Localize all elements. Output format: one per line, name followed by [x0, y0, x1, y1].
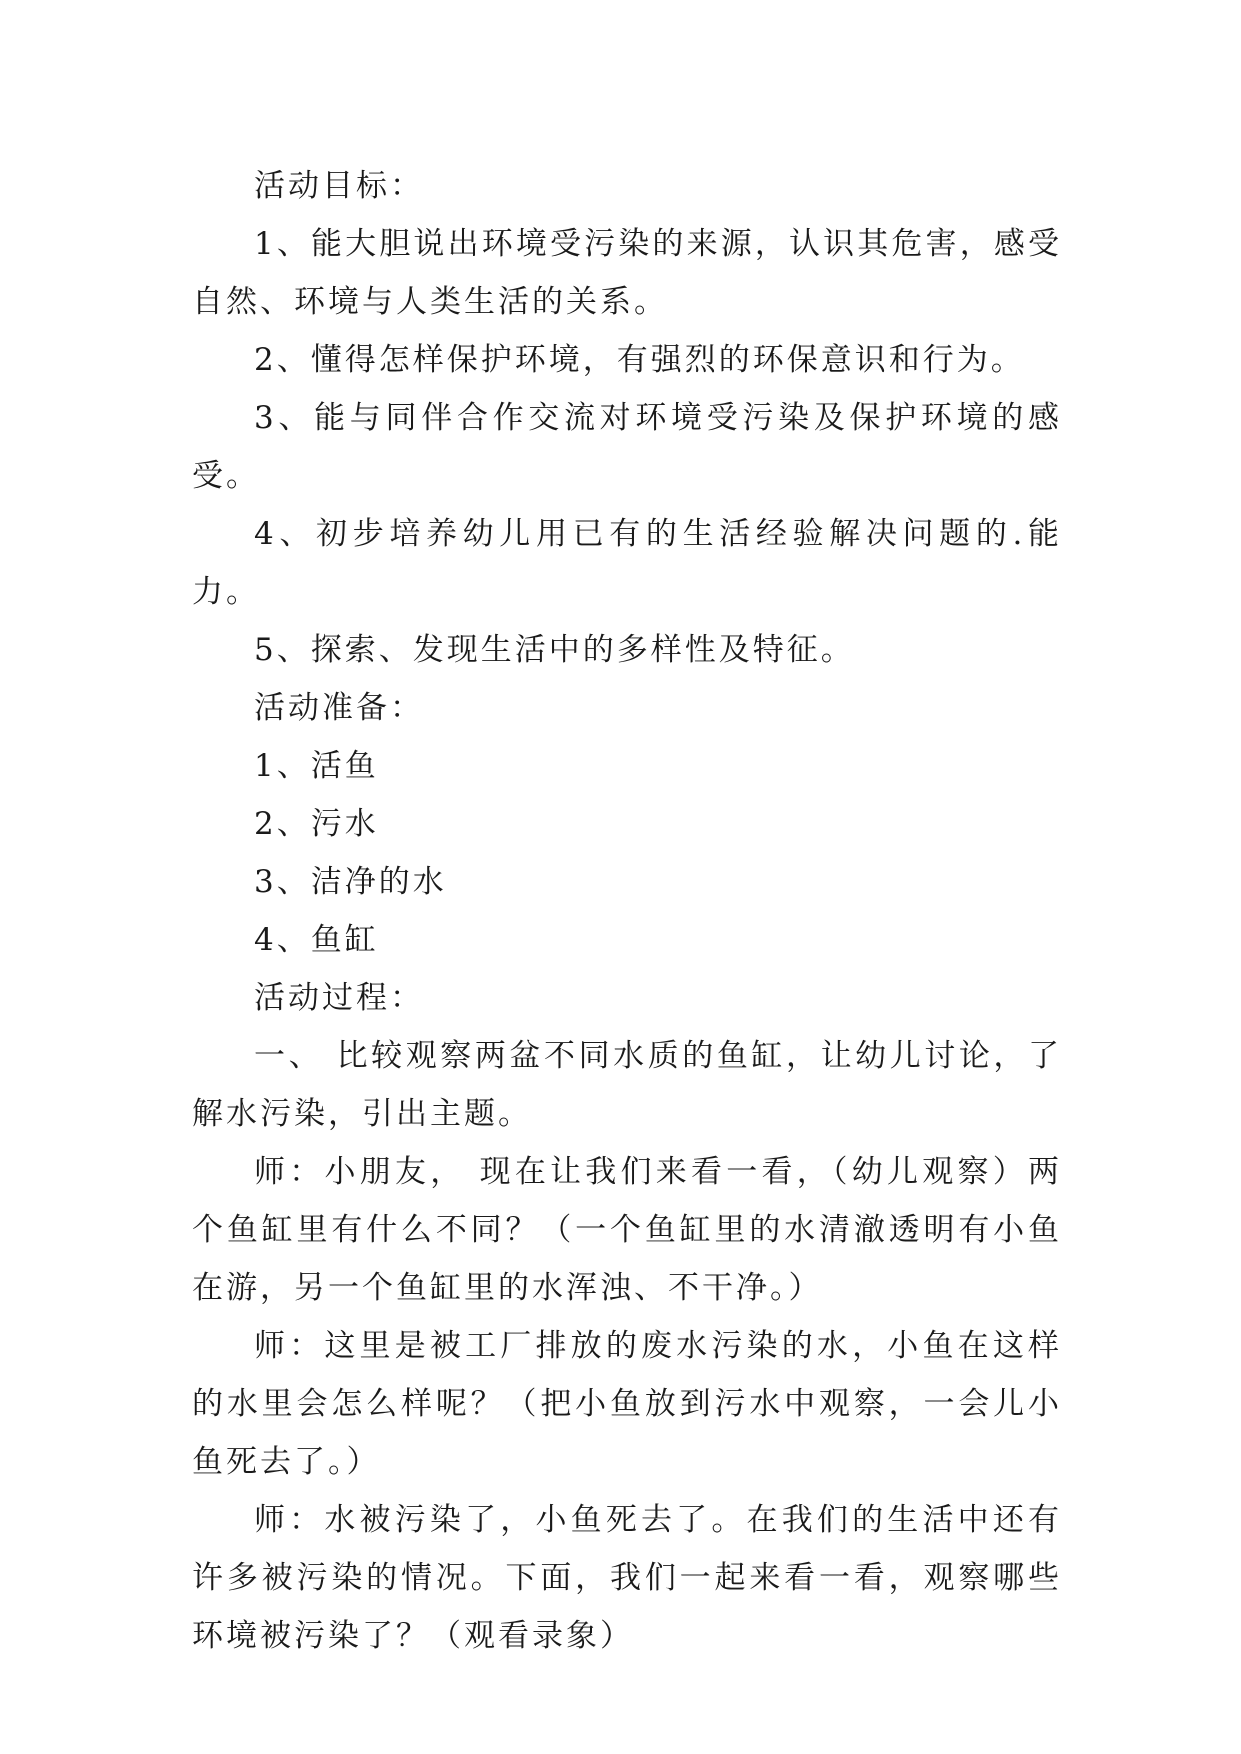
preparation-item-2: 2、污水: [254, 806, 379, 842]
goal-item-3: 3、能与同伴合作交流对环境受污染及保护环境的感受。: [192, 400, 1062, 494]
teacher-dialogue-1: 师：小朋友， 现在让我们来看一看，（幼儿观察）两个鱼缸里有什么不同？（一个鱼缸里的水清澈透明有小鱼在游，另一个鱼缸里的水浑浊、不干净。）: [192, 1154, 1062, 1306]
preparation-item-1: 1、活鱼: [254, 748, 379, 784]
heading-activity-process: 活动过程：: [254, 980, 424, 1016]
teacher-dialogue-2: 师：这里是被工厂排放的废水污染的水，小鱼在这样的水里会怎么样呢？（把小鱼放到污水中观察，一会儿小鱼死去了。）: [192, 1328, 1062, 1480]
goal-item-4: 4、初步培养幼儿用已有的生活经验解决问题的.能力。: [192, 516, 1062, 610]
goal-item-5: 5、探索、发现生活中的多样性及特征。: [254, 632, 855, 668]
process-step-1: 一、 比较观察两盆不同水质的鱼缸，让幼儿讨论，了解水污染，引出主题。: [192, 1038, 1062, 1132]
goal-item-1: 1、能大胆说出环境受污染的来源，认识其危害，感受自然、环境与人类生活的关系。: [192, 226, 1062, 320]
heading-activity-preparation: 活动准备：: [254, 690, 424, 726]
heading-activity-goals: 活动目标：: [254, 168, 424, 204]
document-body: [192, 157, 1062, 1665]
preparation-item-3: 3、洁净的水: [254, 864, 447, 900]
preparation-item-4: 4、鱼缸: [254, 922, 379, 958]
teacher-dialogue-3: 师：水被污染了，小鱼死去了。在我们的生活中还有许多被污染的情况。下面，我们一起来看一看，观察哪些环境被污染了？（观看录象）: [192, 1502, 1062, 1654]
goal-item-2: 2、懂得怎样保护环境，有强烈的环保意识和行为。: [254, 342, 1025, 378]
